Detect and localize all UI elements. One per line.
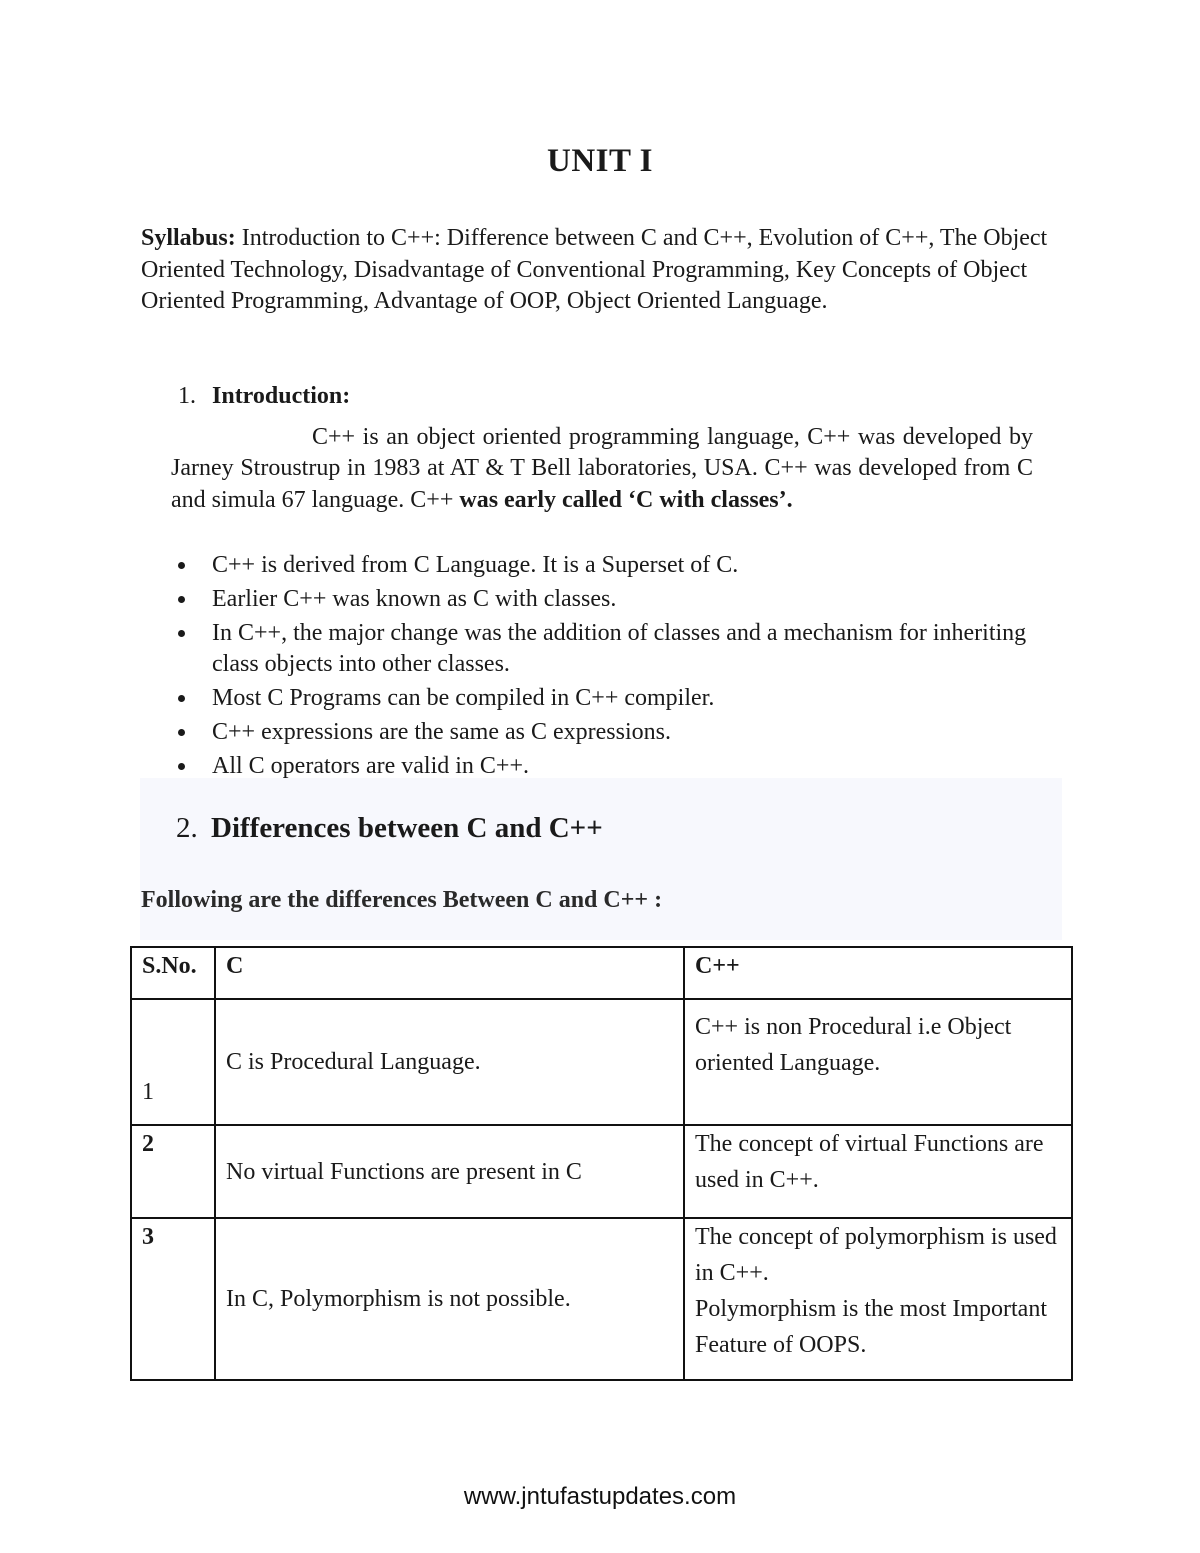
list-item-text: C++ is derived from C Language. It is a Superset of C. — [212, 552, 739, 578]
list-item — [171, 717, 1051, 748]
list-item-text: All C operators are valid in C++. — [212, 752, 530, 779]
row-cpp-cell: The concept of virtual Functions are used in C++. — [684, 1125, 1072, 1218]
row-sno: 1 — [131, 999, 215, 1125]
header-sno: S.No. — [131, 947, 215, 999]
introduction-paragraph — [171, 422, 1033, 516]
section-2-number: 2. — [176, 812, 198, 844]
list-item-text: Earlier C++ was known as C with classes. — [212, 586, 617, 612]
unit-title: UNIT I — [546, 143, 653, 179]
section-2-heading — [176, 810, 603, 846]
bullet-icon — [178, 763, 185, 770]
bullet-icon — [178, 695, 185, 702]
table-row — [131, 999, 1072, 1125]
list-item — [171, 550, 1051, 581]
syllabus-label: Syllabus: — [141, 225, 236, 251]
list-item — [171, 618, 1051, 679]
list-item — [171, 683, 1051, 714]
differences-table — [130, 946, 1073, 1381]
intro-bold-text: was early called ‘C with classes’. — [459, 486, 793, 513]
row-c-cell: C is Procedural Language. — [215, 999, 684, 1125]
row-c-cell: In C, Polymorphism is not possible. — [215, 1218, 684, 1380]
intro-plain-text: C++ is an object oriented programming language, C++ was developed by Jarney Stroustrup in 1983 at AT & T Bell laboratories, USA. C++ was developed from C and simula 67 language. C++ — [171, 424, 1033, 513]
list-item — [171, 751, 1051, 782]
section-1-heading — [178, 381, 350, 412]
intro-bullet-list — [171, 550, 1051, 785]
row-cpp-text: The concept of polymorphism is used in C++. — [695, 1224, 1057, 1286]
table-row — [131, 1125, 1072, 1218]
section-1-title: Introduction: — [212, 383, 351, 409]
table-header-row — [131, 947, 1072, 999]
row-cpp-extra-text: Polymorphism is the most Important Feature of OOPS. — [695, 1296, 1047, 1358]
table-row — [131, 1218, 1072, 1380]
list-item-text: C++ expressions are the same as C expressions. — [212, 718, 671, 745]
list-item — [171, 584, 1051, 615]
section-2-intro: Following are the differences Between C and C++ : — [141, 887, 663, 913]
bullet-icon — [178, 630, 185, 637]
row-cpp-cell — [684, 1218, 1072, 1380]
syllabus-text: Introduction to C++: Difference between C and C++, Evolution of C++, The Object Oriented Technology, Disadvantage of Conventional Programming, Key Concepts of Object Oriented Programming, Advantage of OOP, Object Oriented Language. — [141, 225, 1048, 314]
section-1-number: 1. — [178, 383, 196, 409]
row-sno: 3 — [131, 1218, 215, 1380]
row-c-cell: No virtual Functions are present in C — [215, 1125, 684, 1218]
syllabus-paragraph — [141, 223, 1061, 318]
bullet-icon — [178, 562, 185, 569]
row-cpp-cell: C++ is non Procedural i.e Object oriented Language. — [684, 999, 1072, 1125]
section-2-title: Differences between C and C++ — [211, 812, 603, 844]
bullet-icon — [178, 596, 185, 603]
list-item-text: In C++, the major change was the addition of classes and a mechanism for inheriting class objects into other classes. — [212, 620, 1027, 677]
footer-website: www.jntufastupdates.com — [463, 1483, 737, 1510]
row-sno: 2 — [131, 1125, 215, 1218]
bullet-icon — [178, 729, 185, 736]
header-cpp: C++ — [684, 947, 1072, 999]
list-item-text: Most C Programs can be compiled in C++ compiler. — [212, 684, 715, 711]
header-c: C — [215, 947, 684, 999]
